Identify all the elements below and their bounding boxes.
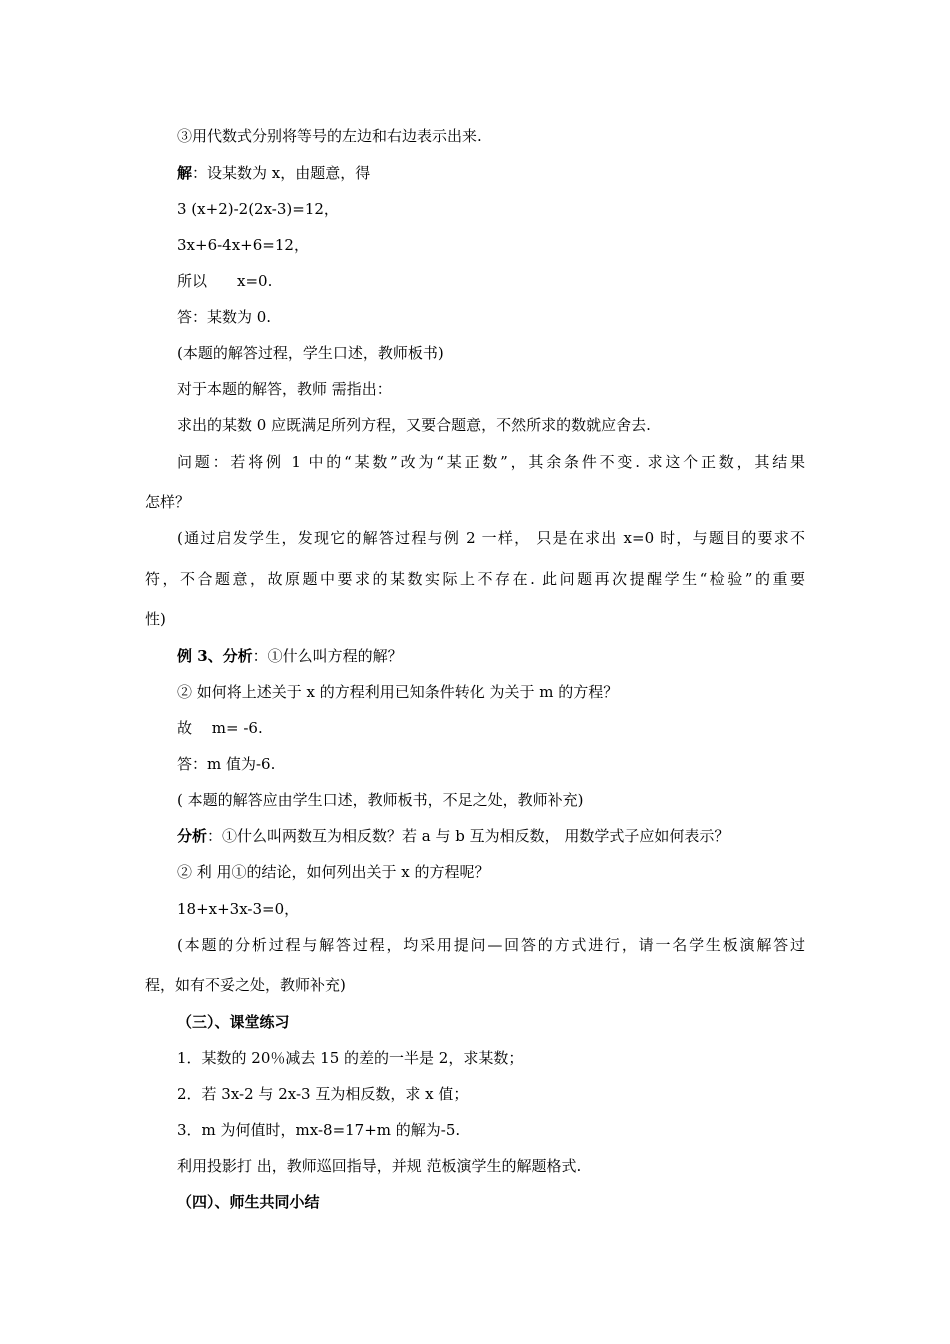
line-text: 怎样？ xyxy=(145,493,191,511)
line-text: 18+x+3x-3=0， xyxy=(177,900,300,918)
answer-line xyxy=(177,307,271,327)
line-text: ( 本题的解答应由学生口述，教师板书，不足之处，教师补充) xyxy=(177,791,584,809)
text-line xyxy=(177,862,490,882)
line-text: 答：m 值为-6. xyxy=(177,755,276,773)
equation-line xyxy=(177,718,263,738)
text-line xyxy=(177,646,403,666)
exercise-item xyxy=(177,1048,523,1068)
text-line xyxy=(177,826,729,846)
text-line xyxy=(177,935,805,955)
line-text: ③用代数式分别将等号的左边和右边表示出来. xyxy=(177,127,482,145)
line-text: (本题的解答过程，学生口述，教师板书) xyxy=(177,344,444,362)
line-text: 3 (x+2)-2(2x-3)=12， xyxy=(177,200,339,218)
text-line xyxy=(145,975,346,995)
line-text: ：设某数为 x，由题意，得 xyxy=(192,164,371,182)
section-heading xyxy=(177,1012,290,1032)
equation-line xyxy=(177,235,309,255)
line-text: 程，如有不妥之处，教师补充) xyxy=(145,976,346,994)
equation-line xyxy=(177,899,299,919)
line-text: (本题的分析过程与解答过程，均采用提问—回答的方式进行，请一名学生板演解答过 xyxy=(177,936,805,954)
line-text: 1．某数的 20％减去 15 的差的一半是 2，求某数； xyxy=(177,1049,524,1067)
text-line xyxy=(177,163,370,183)
text-line xyxy=(145,492,190,512)
text-line xyxy=(145,609,166,629)
line-text: 所以 x=0. xyxy=(177,272,273,290)
line-bold-label: 解 xyxy=(177,164,193,182)
line-text: 对于本题的解答，教师 需指出： xyxy=(177,380,392,398)
line-bold-label: 例 3、分析 xyxy=(177,647,253,665)
line-text: 答：某数为 0. xyxy=(177,308,272,326)
line-text: 符，不合题意，故原题中要求的某数实际上不存在. 此问题再次提醒学生“检验”的重要 xyxy=(145,570,805,588)
line-text: (通过启发学生，发现它的解答过程与例 2 一样， 只是在求出 x=0 时，与题目的要求不 xyxy=(177,529,805,547)
section-heading xyxy=(177,1192,320,1212)
text-line xyxy=(177,343,444,363)
answer-line xyxy=(177,754,275,774)
line-text: 3x+6-4x+6=12， xyxy=(177,236,309,254)
equation-line xyxy=(177,271,272,291)
text-line xyxy=(145,569,805,589)
exercise-item xyxy=(177,1120,460,1140)
text-line xyxy=(177,528,805,548)
line-text: 3．m 为何值时，mx-8=17+m 的解为-5. xyxy=(177,1121,461,1139)
line-text: 性) xyxy=(145,610,166,628)
line-text: 利用投影打 出，教师巡回指导，并规 范板演学生的解题格式. xyxy=(177,1157,582,1175)
text-line xyxy=(177,1156,581,1176)
line-bold-label: （四）、师生共同小结 xyxy=(177,1193,320,1211)
text-line xyxy=(177,415,651,435)
line-text: 求出的某数 0 应既满足所列方程，又要合题意，不然所求的数就应舍去. xyxy=(177,416,651,434)
text-line xyxy=(177,790,583,810)
text-line xyxy=(177,126,482,146)
line-bold-label: （三）、课堂练习 xyxy=(177,1013,290,1031)
line-text: 故 m= -6. xyxy=(177,719,263,737)
equation-line xyxy=(177,199,339,219)
line-text: 问题：若将例 1 中的“某数”改为“某正数”，其余条件不变. 求这个正数，其结果 xyxy=(177,453,805,471)
text-line xyxy=(177,452,805,472)
exercise-item xyxy=(177,1084,468,1104)
line-text: ：①什么叫两数互为相反数？若 a 与 b 互为相反数， 用数学式子应如何表示？ xyxy=(207,827,730,845)
line-text: ② 如何将上述关于 x 的方程利用已知条件转化 为关于 m 的方程？ xyxy=(177,683,619,701)
line-text: 2．若 3x-2 与 2x-3 互为相反数，求 x 值； xyxy=(177,1085,469,1103)
line-text: ：①什么叫方程的解？ xyxy=(252,647,403,665)
text-line xyxy=(177,379,392,399)
line-bold-label: 分析 xyxy=(177,827,208,845)
line-text: ② 利 用①的结论，如何列出关于 x 的方程呢？ xyxy=(177,863,490,881)
text-line xyxy=(177,682,618,702)
